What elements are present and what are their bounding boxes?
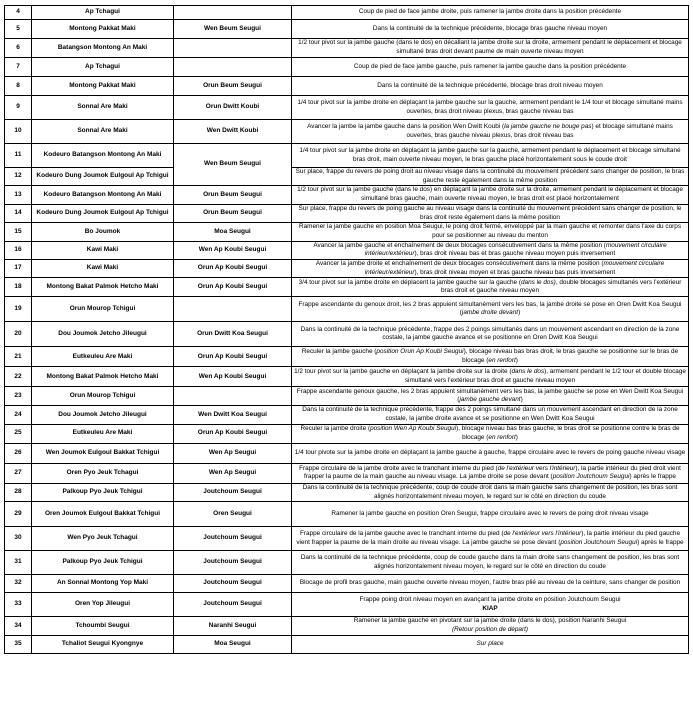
step-number: 34: [5, 617, 32, 635]
stance-name: Naranhi Seugui: [174, 617, 292, 635]
technique-name: Tchoumbi Seugui: [32, 617, 174, 635]
stance-name: [174, 6, 292, 20]
description-text: en renfort: [488, 433, 516, 441]
technique-name: Kodeuro Dung Joumok Eulgoul Ap Tchigui: [32, 168, 174, 186]
step-number: 33: [5, 593, 32, 617]
technique-name: Orun Mourop Tchigui: [32, 297, 174, 322]
stance-name: Joutchoum Seugui: [174, 551, 292, 575]
technique-name: Tchaliot Seugui Kyongnye: [32, 635, 174, 653]
table-row: [5, 96, 689, 120]
description-text: ), blocage niveau bas bras gauche, le bras droit se positionne contre le bras de blocage (: [456, 425, 680, 441]
step-number: 19: [5, 297, 32, 322]
technique-description: [292, 502, 689, 527]
description-text: position Joutchoum Seugui: [560, 538, 638, 546]
description-text: Coup de pied de face jambe gauche, puis ramener la jambe gauche dans la position précédente: [353, 62, 627, 70]
step-number: 12: [5, 168, 32, 186]
step-number: 30: [5, 527, 32, 551]
technique-description: [292, 322, 689, 347]
description-text: , double blocages simultanés vers l'extérieur bras droit et gauche niveau moyen: [440, 278, 682, 295]
table-row: [5, 168, 689, 186]
stance-name: Orun Dwitt Koubi: [174, 96, 292, 120]
step-number: 15: [5, 223, 32, 241]
stance-name: Wen Ap Seugui: [174, 463, 292, 483]
technique-description: [292, 387, 689, 406]
description-text: ), blocage niveau bas bras droit, le bras gauche se positionne sur le bras de blocage (: [462, 348, 679, 364]
step-number: 5: [5, 20, 32, 39]
table-row: [5, 617, 689, 635]
description-text: Sur place, frappe du revers de poing droit au niveau visage dans la continuité du mouvement précédent sans changer de position, le bras gauche reste également dans la même position: [295, 168, 685, 184]
table-row: [5, 144, 689, 168]
description-text: Frappe circulaire de la jambe gauche avec le tranchant interne du pied (: [299, 530, 504, 538]
stance-name: [174, 297, 292, 322]
table-row: [5, 635, 689, 653]
kiap-label: KIAP: [482, 604, 498, 612]
table-row: [5, 387, 689, 406]
description-text: position Joutchoum Seugui: [552, 473, 630, 481]
table-row: [5, 463, 689, 483]
technique-description: [292, 120, 689, 144]
step-number: 16: [5, 241, 32, 259]
step-number: 32: [5, 575, 32, 593]
step-number: 10: [5, 120, 32, 144]
description-text: Ramener la jambe gauche en pivotant sur la jambe droite (dans le dos), position Naranhi Seugui: [353, 617, 627, 625]
description-text: position Orun Ap Koubi Seugui: [376, 348, 464, 356]
technique-name: Oren Yop Jileugui: [32, 593, 174, 617]
technique-name: Montong Pakkat Maki: [32, 77, 174, 96]
technique-description: [292, 260, 689, 278]
technique-description: [292, 297, 689, 322]
stance-name: [174, 39, 292, 58]
description-text: 1/2 tour pivot sur la jambe gauche en déplaçant la jambe droite sur la droite (: [294, 368, 512, 376]
table-row: [5, 186, 689, 204]
technique-name: Palkoup Pyo Jeuk Tchigui: [32, 551, 174, 575]
description-text: Sur place, frappe du revers de poing gauche au niveau visage dans la continuité du mouvement précédent sans changer de position, le bras droit reste également dans la même position: [298, 204, 682, 221]
step-number: 31: [5, 551, 32, 575]
step-number: 6: [5, 39, 32, 58]
technique-description: [292, 223, 689, 241]
technique-name: Eutkeuleu Are Maki: [32, 424, 174, 443]
description-text: mouvement circulaire intérieur/extérieur: [364, 241, 667, 258]
table-row: [5, 367, 689, 387]
description-text: 1/2 tour pivot sur la jambe gauche (dans le dos) en déplaçant la jambe droite sur la droite, armement pendant le déplacement et blocage simultané bras gauche, main ouverte niveau moyen, le bras droit est placé horizontalement: [297, 186, 683, 203]
technique-name: Montong Bakat Palmok Hetcho Maki: [32, 367, 174, 387]
technique-description: [292, 204, 689, 222]
step-number: 11: [5, 144, 32, 168]
table-row: [5, 278, 689, 297]
stance-name: Orun Ap Koubi Seugui: [174, 347, 292, 367]
step-number: 26: [5, 443, 32, 463]
description-text: dans le dos: [511, 368, 545, 376]
description-text: Avancer la jambe gauche et enchaînement de deux blocages consécutivement dans la même position (: [313, 241, 606, 249]
step-number: 23: [5, 387, 32, 406]
technique-name: Palkoup Pyo Jeuk Tchigui: [32, 483, 174, 501]
stance-name: Orun Beum Seugui: [174, 186, 292, 204]
technique-description: [292, 278, 689, 297]
step-number: 7: [5, 58, 32, 77]
table-row: [5, 77, 689, 96]
description-text: Dans la continuité de la technique précédente, coup de coude gauche dans la main droite sans changement de position, les bras sont alignés horizontalement niveau moyen, le regard sur le côté en direction du coude: [300, 554, 680, 570]
table-row: [5, 347, 689, 367]
description-text: Reculer la jambe gauche (: [301, 348, 377, 356]
table-row: [5, 502, 689, 527]
technique-description: [292, 406, 689, 424]
table-row: [5, 322, 689, 347]
stance-name: Moa Seugui: [174, 635, 292, 653]
table-row: [5, 223, 689, 241]
technique-description: [292, 144, 689, 168]
table-row: [5, 120, 689, 144]
technique-name: An Sonnal Montong Yop Maki: [32, 575, 174, 593]
description-text: Blocage de profil bras gauche, main gauche ouverte niveau moyen, l'autre bras plié au niveau de la ceinture, sans changer de position: [299, 579, 681, 587]
technique-description: [292, 347, 689, 367]
technique-name: Orun Mourop Tchigui: [32, 387, 174, 406]
stance-name: Orun Beum Seugui: [174, 204, 292, 222]
technique-name: Kodeuro Dung Joumok Eulgoul Ap Tchigui: [32, 204, 174, 222]
technique-name: Oren Joumok Eulgoul Bakkat Tchigui: [32, 502, 174, 527]
step-number: 14: [5, 204, 32, 222]
description-text: ): [515, 356, 518, 364]
table-row: [5, 551, 689, 575]
technique-description: [292, 443, 689, 463]
description-text: 1/4 tour pivot sur la jambe droite en déplaçant la jambe gauche sur la gauche, armement pendant le 1/4 tour et blocage simultané mains ouvertes, bras droit niveau plexus, bras gauche niveau bas: [297, 98, 683, 115]
technique-name: Sonnal Are Maki: [32, 96, 174, 120]
stance-name: Wen Dwitt Koa Seugui: [174, 406, 292, 424]
step-number: 28: [5, 483, 32, 501]
description-text: ): [515, 433, 518, 441]
technique-name: Ap Tchagui: [32, 58, 174, 77]
technique-description: [292, 6, 689, 20]
technique-name: Batangson Montong An Maki: [32, 39, 174, 58]
technique-name: Dou Joumok Jetcho Jileugui: [32, 322, 174, 347]
table-row: [5, 443, 689, 463]
technique-name: Wen Joumok Eulgoul Bakkat Tchigui: [32, 443, 174, 463]
description-text: de l'extérieur vers l'intérieur: [503, 530, 582, 538]
description-text: ), bras droit niveau moyen et bras gauche niveau bas puis inversement: [414, 268, 616, 276]
table-row: [5, 6, 689, 20]
description-text: en renfort: [488, 356, 516, 364]
step-number: 29: [5, 502, 32, 527]
description-text: 1/4 tour pivote sur la jambe droite en déplaçant la jambe gauche à gauche, frappe circulaire avec le revers de poing gauche niveau visage: [294, 448, 686, 456]
description-text: 3/4 tour pivot sur la jambe droite en déplacent la jambe gauche sur la gauche (: [298, 278, 521, 286]
technique-name: Sonnal Are Maki: [32, 120, 174, 144]
stance-name: Joutchoum Seugui: [174, 527, 292, 551]
description-text: Avancer la jambe droite et enchaînement de deux blocages consécutivement dans la même position (: [315, 260, 604, 268]
description-text: 1/2 tour pivot sur la jambe gauche (dans le dos) en décallant la jambe droite sur la droite, armement pendant le déplacement et blocage simultané bras droit devant paume de main ouverte niveau moyen: [298, 39, 682, 55]
step-number: 9: [5, 96, 32, 120]
stance-name: Wen Ap Seugui: [174, 443, 292, 463]
technique-name: Dou Joumok Jetcho Jileugui: [32, 406, 174, 424]
technique-description: [292, 593, 689, 617]
description-text: 1/4 tour pivot sur la jambe droite en déplaçant la jambe gauche sur la gauche, armement pendant le déplacement et blocage simultané bras droit, main ouverte niveau moyen, le bras gauche placé horizontalement sous le coude droit: [299, 146, 681, 163]
description-text: dans le dos): [521, 278, 556, 286]
technique-name: Kodeuro Batangson Montong An Maki: [32, 186, 174, 204]
stance-name: [174, 58, 292, 77]
technique-description: [292, 241, 689, 259]
stance-name: Oren Seugui: [174, 502, 292, 527]
description-text: Frappe ascendante du genoux droit, les 2 bras appuient simultanément vers les bas, la jambe droite se pose en Oren Dwitt Koa Seugui (: [298, 300, 682, 317]
description-text: ) après le frappe: [637, 538, 684, 546]
step-number: 13: [5, 186, 32, 204]
technique-description: [292, 424, 689, 443]
technique-description: [292, 20, 689, 39]
step-number: 25: [5, 424, 32, 443]
table-row: [5, 20, 689, 39]
description-text: ), armement pendant le 1/2 tour et double blocage simultané vers l'extérieur bras droit et gauche niveau moyen: [404, 368, 686, 384]
stance-name: Joutchoum Seugui: [174, 593, 292, 617]
table-row: [5, 406, 689, 424]
stance-name: Orun Ap Koubi Seugui: [174, 424, 292, 443]
technique-name: Montong Pakkat Maki: [32, 20, 174, 39]
step-number: 21: [5, 347, 32, 367]
table-row: [5, 593, 689, 617]
description-text: ), la partie intérieur du pied droit vient frapper la paume de la main gauche au niveau visage. La jambe droite se pose devant (: [304, 464, 681, 481]
table-row: [5, 483, 689, 501]
technique-description: [292, 77, 689, 96]
technique-name: Montong Bakat Palmok Hetcho Maki: [32, 278, 174, 297]
table-row: [5, 204, 689, 222]
description-text: ), la partie intérieur du pied gauche vient frapper la paume de la main droite au niveau visage. La jambe gauche se pose devant (: [296, 530, 681, 546]
description-text: ): [520, 396, 523, 404]
kata-steps-table: [4, 5, 689, 654]
technique-description: [292, 186, 689, 204]
description-text: Reculer la jambe droite (: [300, 425, 371, 433]
description-text: jambe droite devant: [461, 309, 519, 317]
step-number: 24: [5, 406, 32, 424]
stance-name: Wen Beum Seugui: [174, 20, 292, 39]
stance-name: Wen Beum Seugui: [174, 144, 292, 186]
description-text: Sur place: [476, 639, 504, 647]
description-text: mouvement circulaire intérieur/extérieur: [364, 260, 665, 276]
technique-name: Bo Joumok: [32, 223, 174, 241]
stance-name: Orun Dwitt Koa Seugui: [174, 322, 292, 347]
step-number: 27: [5, 463, 32, 483]
description-text: Frappe poing droit niveau moyen en avançant la jambe droite en position Joutchoum Seugui: [359, 596, 621, 604]
stance-name: Joutchoum Seugui: [174, 575, 292, 593]
step-number: 22: [5, 367, 32, 387]
technique-name: Kodeuro Batangson Montong An Maki: [32, 144, 174, 168]
step-number: 4: [5, 6, 32, 20]
description-text: Frappe ascendante genoux gauche, les 2 bras appuient simultanément vers les bas, la jambe gauche se pose en Wen Dwitt Koa Seugui (: [296, 387, 684, 404]
description-text: de l'extérieur vers l'intérieur: [497, 464, 576, 472]
description-text: ) après le frappe: [629, 473, 676, 481]
table-row: [5, 297, 689, 322]
description-text: jambe gauche devant: [459, 396, 521, 404]
technique-description: [292, 551, 689, 575]
technique-name: Ap Tchagui: [32, 6, 174, 20]
stance-name: [174, 387, 292, 406]
technique-description: [292, 575, 689, 593]
description-text: position Wen Ap Koubi Seugui: [370, 425, 457, 433]
stance-name: Orun Beum Seugui: [174, 77, 292, 96]
stance-name: Orun Ap Koubi Seugui: [174, 260, 292, 278]
description-text: Dans la continuité de la technique précédente, frappe des 2 poings simultané dans un mouvement ascendant en direction de la zone costale, la jambe droite avance et se positionne en Wen Dwitt Koa Seugui: [302, 406, 678, 423]
technique-description: [292, 635, 689, 653]
description-text: Frappe circulaire de la jambe droite avec le tranchant interne du pied (: [299, 464, 498, 472]
technique-description: [292, 39, 689, 58]
table-row: [5, 527, 689, 551]
step-number: 35: [5, 635, 32, 653]
technique-description: [292, 617, 689, 635]
technique-description: [292, 96, 689, 120]
step-number: 20: [5, 322, 32, 347]
step-number: 18: [5, 278, 32, 297]
technique-description: [292, 527, 689, 551]
stance-name: Wen Dwitt Koubi: [174, 120, 292, 144]
table-row: [5, 39, 689, 58]
technique-description: [292, 58, 689, 77]
description-text: Dans la continuité de la technique précédente, coup de coude droit dans la main gauche sans changement de position, les bras sont alignés horizontalement niveau moyen, le regard sur le côté en direction du coude: [302, 483, 678, 500]
technique-name: Kawi Maki: [32, 260, 174, 278]
description-text: Dans la continuité de la technique précédente, frappe des 2 poings simultanés dans un mouvement ascendant en direction de la zone costale, la jambe gauche avance et se positionne en Oren Dwitt Koa Seugui: [300, 325, 680, 342]
table-row: [5, 575, 689, 593]
table-row: [5, 260, 689, 278]
technique-name: Wen Pyo Jeuk Tchagui: [32, 527, 174, 551]
stance-name: Wen Ap Koubi Seugui: [174, 241, 292, 259]
technique-description: [292, 168, 689, 186]
stance-name: Orun Ap Koubi Seugui: [174, 278, 292, 297]
stance-name: Wen Ap Koubi Seugui: [174, 367, 292, 387]
table-row: [5, 241, 689, 259]
description-text: Avancer la jambe la jambe gauche dans la position Wen Dwitt Koubi (: [307, 122, 505, 130]
step-number: 8: [5, 77, 32, 96]
stance-name: Joutchoum Seugui: [174, 483, 292, 501]
description-text: la jambe gauche ne bouge pas: [504, 122, 592, 130]
description-text: Ramener la jambe gauche en position Moa Seugui, le poing droit fermé, enveloppé par la main gauche et remonter dans l'axe du corps pour se positionner au niveau du menton: [298, 223, 682, 239]
technique-name: Oren Pyo Jeuk Tchagui: [32, 463, 174, 483]
description-text: Ramener la jambe gauche en position Oren Seugui, frappe circulaire avec le revers de poing droit niveau visage: [331, 509, 649, 517]
description-text: ): [518, 309, 521, 317]
description-text: (Retour position de départ): [451, 625, 529, 633]
technique-description: [292, 483, 689, 501]
technique-description: [292, 463, 689, 483]
stance-name: Moa Seugui: [174, 223, 292, 241]
table-row: [5, 58, 689, 77]
table-row: [5, 424, 689, 443]
description-text: Coup de pied de face jambe droite, puis ramener la jambe droite dans la position précédente: [358, 8, 622, 16]
technique-name: Eutkeuleu Are Maki: [32, 347, 174, 367]
step-number: 17: [5, 260, 32, 278]
description-text: Dans la continuité de la technique précédente, blocage bras gauche niveau moyen: [372, 24, 608, 32]
technique-name: Kawi Maki: [32, 241, 174, 259]
technique-description: [292, 367, 689, 387]
description-text: Dans la continuité de la technique précédente, blocage bras droit niveau moyen: [377, 81, 603, 89]
description-text: ), bras droit niveau bas et bras gauche niveau moyen puis inversement: [414, 250, 616, 258]
description-text: ) et blocage simultané mains ouvertes, bras gauche niveau plexus, bras droit niveau bas: [406, 122, 673, 139]
